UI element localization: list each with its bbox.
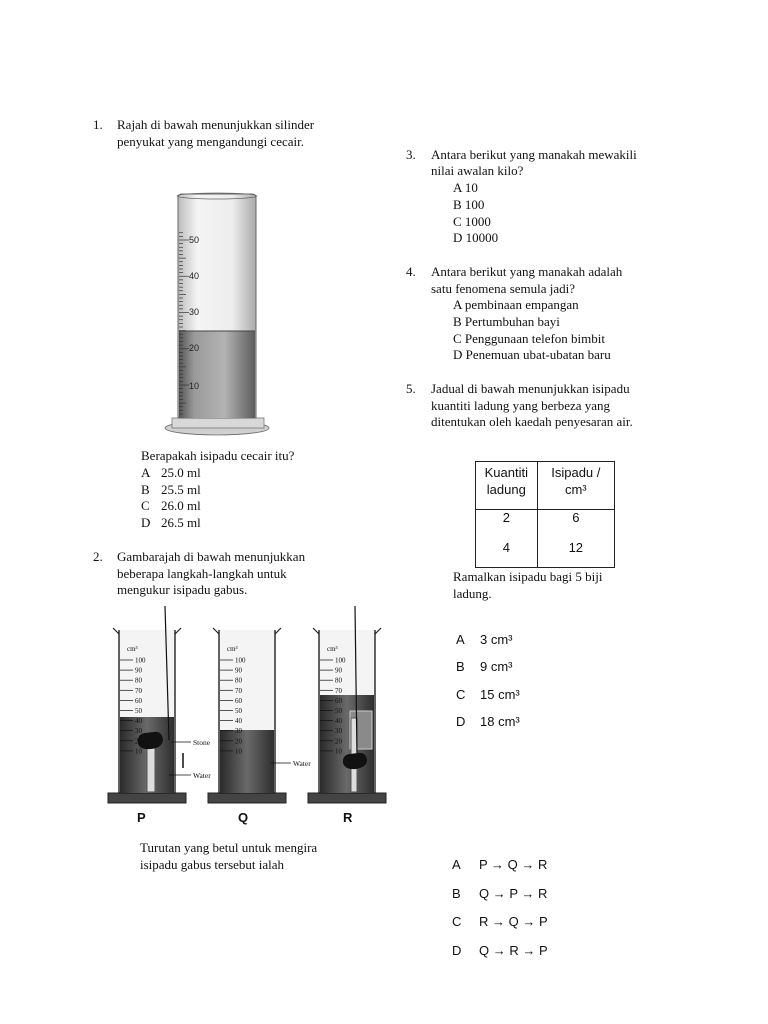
q1-scale-30: 30: [189, 307, 200, 317]
cylinder-scale-label: 20: [135, 737, 142, 746]
q2-stem-line2: beberapa langkah-langkah untuk: [117, 566, 287, 581]
q3-number: 3.: [406, 147, 416, 162]
q3-option-d[interactable]: D 10000: [453, 230, 499, 246]
cylinder-scale-label: 80: [335, 676, 342, 685]
cylinder-unit-label: cm³: [127, 645, 138, 653]
q5-stem-line2: kuantiti ladung yang berbeza yang: [431, 398, 611, 413]
q5-header-kuantiti: Kuantiti ladung: [476, 462, 538, 510]
q3-stem-line2: nilai awalan kilo?: [431, 163, 524, 178]
cylinder-scale-label: 60: [235, 696, 242, 705]
cylinder-scale-label: 40: [135, 717, 142, 726]
q5-question-line2: ladung.: [453, 586, 492, 601]
label-r: R: [343, 810, 353, 825]
q4-option-a[interactable]: A pembinaan empangan: [453, 297, 579, 312]
q4-option-d[interactable]: D Penemuan ubat-ubatan baru: [453, 347, 611, 363]
cylinder-scale-label: 40: [235, 717, 242, 726]
cylinder-scale-label: 20: [335, 737, 342, 746]
cylinder-scale-label: 90: [135, 666, 142, 675]
q2-question-line2: isipadu gabus tersebut ialah: [140, 857, 285, 872]
q2-option-b[interactable]: B Q → P → R: [452, 886, 548, 901]
q5-table: [475, 461, 615, 568]
q1-option-c[interactable]: C 26.0 ml: [141, 498, 201, 513]
p-stone-label: Stone: [193, 738, 211, 747]
cylinder-scale-label: 80: [235, 676, 242, 685]
q5-stem-line1: Jadual di bawah menunjukkan isipadu: [431, 381, 630, 396]
q2-cylinders-figure: [105, 606, 405, 828]
q2-option-c[interactable]: C R → Q → P: [452, 914, 548, 929]
q4-option-c[interactable]: C Penggunaan telefon bimbit: [453, 330, 606, 346]
cylinder-scale-label: 90: [235, 666, 242, 675]
q3-options: [453, 180, 498, 247]
q5-option-b[interactable]: B 9 cm³: [456, 659, 513, 674]
cylinder-q: [208, 628, 311, 803]
cylinder-scale-label: 40: [335, 717, 342, 726]
q5-col1: 2 4: [476, 510, 538, 568]
q5-question-line1: Ramalkan isipadu bagi 5 biji: [453, 569, 603, 584]
q4-stem-line1: Antara berikut yang manakah adalah: [431, 264, 623, 279]
q2-number: 2.: [93, 549, 103, 564]
q2-option-a[interactable]: A P → Q → R: [452, 857, 548, 872]
cylinder-scale-label: 70: [335, 686, 342, 695]
q1-scale-40: 40: [189, 271, 200, 281]
q1-scale-20: 20: [189, 343, 200, 353]
q1-option-b[interactable]: B 25.5 ml: [141, 481, 201, 497]
q1-stem-line1: Rajah di bawah menunjukkan silinder: [117, 117, 315, 132]
q5-option-c[interactable]: C 15 cm³: [456, 687, 520, 702]
cylinder-scale-label: 100: [335, 656, 346, 665]
q1-option-a[interactable]: A 25.0 ml: [141, 465, 201, 480]
cylinder-unit-label: cm³: [227, 645, 238, 653]
q3-option-a[interactable]: A 10: [453, 180, 478, 195]
q3-stem-line1: Antara berikut yang manakah mewakili: [431, 147, 637, 162]
q1-measuring-cylinder-figure: [160, 192, 280, 440]
cylinder-scale-label: 80: [135, 676, 142, 685]
cylinder-scale-label: 10: [135, 747, 142, 756]
q4-option-b[interactable]: B Pertumbuhan bayi: [453, 313, 560, 329]
cylinder-scale-label: 50: [335, 707, 342, 715]
q-water-label: Water: [293, 759, 311, 768]
q1-stem-line2: penyukat yang mengandungi cecair.: [117, 134, 304, 149]
q2-option-d[interactable]: D Q → R → P: [452, 943, 548, 958]
q3-option-b[interactable]: B 100: [453, 196, 485, 212]
q5-option-d[interactable]: D 18 cm³: [456, 714, 520, 729]
q4-number: 4.: [406, 264, 416, 279]
q1-options: [141, 465, 201, 531]
label-q: Q: [238, 810, 249, 825]
q5-number: 5.: [406, 381, 416, 396]
cylinder-scale-label: 60: [335, 696, 342, 705]
q3-option-c[interactable]: C 1000: [453, 213, 491, 229]
q5-option-a[interactable]: A 3 cm³: [456, 632, 513, 647]
q5-stem-line3: ditentukan oleh kaedah penyesaran air.: [431, 414, 633, 429]
cylinder-scale-label: 100: [235, 656, 246, 665]
cylinder-scale-label: 30: [335, 727, 342, 736]
cylinder-scale-label: 70: [235, 686, 242, 695]
q2-stem-line1: Gambarajah di bawah menunjukkan: [117, 549, 306, 564]
cylinder-scale-label: 50: [135, 707, 142, 715]
q5-col2: 6 12: [537, 510, 614, 568]
q4-stem-line2: satu fenomena semula jadi?: [431, 281, 576, 296]
q1-scale-50: 50: [189, 235, 200, 245]
q5-header-isipadu: Isipadu / cm³: [537, 462, 614, 510]
cylinder-scale-label: 30: [235, 727, 242, 736]
cylinder-scale-label: 10: [335, 747, 342, 756]
p-water-label: Water: [193, 771, 211, 780]
cylinder-scale-label: 70: [135, 686, 142, 695]
q2-stem-line3: mengukur isipadu gabus.: [117, 582, 248, 597]
cylinder-r: [308, 606, 386, 803]
q1-option-d[interactable]: D 26.5 ml: [141, 514, 201, 530]
q1-scale-10: 10: [189, 381, 200, 391]
cylinder-scale-label: 100: [135, 656, 146, 665]
label-p: P: [137, 810, 146, 825]
cylinder-scale-label: 10: [235, 747, 242, 756]
cylinder-p: [108, 606, 211, 803]
cylinder-scale-label: 50: [235, 707, 242, 715]
q1-number: 1.: [93, 117, 103, 132]
cylinder-scale-label: 90: [335, 666, 342, 675]
cylinder-scale-label: 20: [235, 737, 242, 746]
q2-question-line1: Turutan yang betul untuk mengira: [140, 840, 318, 855]
q1-question: Berapakah isipadu cecair itu?: [141, 448, 295, 463]
cylinder-scale-label: 60: [135, 696, 142, 705]
cylinder-unit-label: cm³: [327, 645, 338, 653]
cylinder-scale-label: 30: [135, 727, 142, 736]
q4-options: [453, 297, 611, 364]
